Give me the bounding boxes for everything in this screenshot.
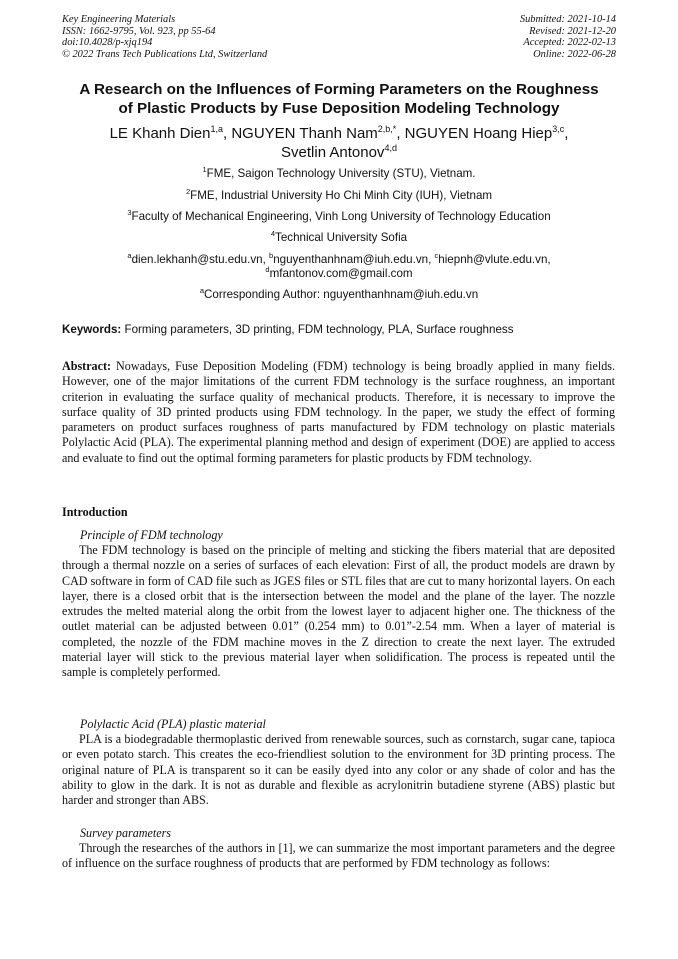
abstract xyxy=(62,359,615,466)
affiliation-text: FME, Industrial University Ho Chi Minh City (IUH), Vietnam xyxy=(190,189,493,202)
subsection-heading-survey: Survey parameters xyxy=(80,826,172,840)
author-affiliation-mark: 1,a xyxy=(210,124,223,134)
date-revised: Revised: 2021-12-20 xyxy=(529,25,616,37)
author-name: NGUYEN Thanh Nam xyxy=(231,125,378,142)
keywords-text: Forming parameters, 3D printing, FDM technology, PLA, Surface roughness xyxy=(121,323,514,336)
paragraph-survey: Through the researches of the authors in [1], we can summarize the most important parameters and the degree of influence on the surface roughness of products that are performed by FDM technology as follows: xyxy=(62,841,615,871)
affiliation-mark: 3 xyxy=(127,208,132,218)
email-address: hiepnh@vlute.edu.vn, xyxy=(438,253,551,266)
subsection-heading-fdm: Principle of FDM technology xyxy=(80,528,223,542)
email-mark: c xyxy=(434,251,439,261)
email-mark: b xyxy=(269,251,274,261)
email-address: nguyenthanhnam@iuh.edu.vn, xyxy=(273,253,435,266)
journal-doi: doi:10.4028/p-xjq194 xyxy=(62,37,153,49)
keywords xyxy=(62,323,622,337)
author-name: Svetlin Antonov xyxy=(281,144,385,161)
abstract-label: Abstract: xyxy=(62,359,112,373)
email-mark: a xyxy=(127,251,132,261)
date-submitted: Submitted: 2021-10-14 xyxy=(519,14,616,25)
date-online: Online: 2022-06-28 xyxy=(533,48,616,60)
author-affiliation-mark: 4,d xyxy=(384,143,397,153)
email-address: dien.lekhanh@stu.edu.vn, xyxy=(131,253,270,266)
corresponding-author xyxy=(40,288,638,302)
corresponding-mark: a xyxy=(199,286,205,296)
title-line-2: of Plastic Products by Fuse Deposition Modeling Technology xyxy=(118,100,560,117)
affiliation-text: FME, Saigon Technology University (STU), Vietnam. xyxy=(206,167,476,180)
email-address: mfantonov.com@gmail.com xyxy=(269,266,413,280)
affiliation-mark: 4 xyxy=(270,229,276,239)
keywords-label: Keywords: xyxy=(62,323,122,336)
title-line-1: A Research on the Influences of Forming Parameters on the Roughness xyxy=(79,81,599,98)
abstract-text: Nowadays, Fuse Deposition Modeling (FDM) technology is being broadly applied in many fields. However, one of the major limitations of the current FDM technology is the surface roughness, an important criterion in evaluating the surface quality of mechanical products. Therefore, it is necessary to improve the surface quality of 3D printed products using FDM technology. In the paper, we study the effect of forming parameters on product surfaces roughness of parts manufactured by FDM technology on plastic materials Polylactic Acid (PLA). The experimental planning method and design of experiment (DOE) are applied to access and evaluate to find out the optimal forming parameters for plastic products by FDM technology. xyxy=(62,359,615,465)
author-separator: , xyxy=(223,125,232,142)
affiliation-mark: 2 xyxy=(185,187,191,197)
paper-title xyxy=(40,80,638,118)
affiliation-3 xyxy=(40,210,638,224)
author-name: NGUYEN Hoang Hiep xyxy=(404,125,553,142)
affiliation-2 xyxy=(40,189,638,203)
affiliation-mark: 1 xyxy=(202,165,207,175)
journal-name: Key Engineering Materials xyxy=(62,14,176,25)
corresponding-text: Corresponding Author: nguyenthanhnam@iuh.edu.vn xyxy=(204,288,479,301)
journal-copyright: © 2022 Trans Tech Publications Ltd, Switzerland xyxy=(62,48,268,60)
journal-header-left xyxy=(62,14,267,60)
date-accepted: Accepted: 2022-02-13 xyxy=(523,37,616,49)
author-affiliation-mark: 2,b,* xyxy=(377,124,397,134)
author-name: LE Khanh Dien xyxy=(109,125,211,142)
section-heading-introduction: Introduction xyxy=(62,505,128,519)
journal-issn: ISSN: 1662-9795, Vol. 923, pp 55-64 xyxy=(62,25,216,37)
email-list xyxy=(40,253,638,280)
affiliation-text: Faculty of Mechanical Engineering, Vinh Long University of Technology Education xyxy=(131,210,551,223)
author-separator: , xyxy=(564,125,569,142)
author-affiliation-mark: 3,c xyxy=(552,124,565,134)
author-separator: , xyxy=(396,125,405,142)
affiliation-1 xyxy=(40,167,638,181)
affiliation-4 xyxy=(40,231,638,245)
paragraph-pla: PLA is a biodegradable thermoplastic derived from renewable sources, such as cornstarch, sugar cane, tapioca or even potato starch. This creates the eco-friendliest solution to the environment for 3D printing process. The original nature of PLA is transparent so it can be easily dyed into any color or any shade of color and has the ability to glow in the dark. It is not as durable and flexible as acrylonitrin butadiene styrene (ABS) plastic but harder and stronger than ABS. xyxy=(62,732,615,808)
subsection-heading-pla: Polylactic Acid (PLA) plastic material xyxy=(80,717,266,731)
author-list xyxy=(40,124,638,162)
email-mark: d xyxy=(265,264,270,274)
affiliation-text: Technical University Sofia xyxy=(275,231,408,244)
paragraph-fdm: The FDM technology is based on the principle of melting and sticking the fibers material that are deposited through a thermal nozzle on a series of surfaces of each elevation: First of all, the product models are drawn by CAD software in form of CAD file such as JGES files or STL files that are cut to many horizontal layers. On each layer, there is a closed orbit that is the intersection between the model and the plane of the layer. The nozzle extrudes the melted material along the orbit from the lowest layer to adjacent higher one. The thickness of the outlet material can be adjusted between 0.01” (0.254 mm) to 0.01”-2.54 mm. When a layer of material is completed, the nozzle of the FDM machine moves in the Z direction to create the next layer. The extruded material layer will stick to the previous material layer when solidification. The process is repeated until the sample is completely performed. xyxy=(62,543,615,680)
journal-header-right xyxy=(520,14,616,60)
